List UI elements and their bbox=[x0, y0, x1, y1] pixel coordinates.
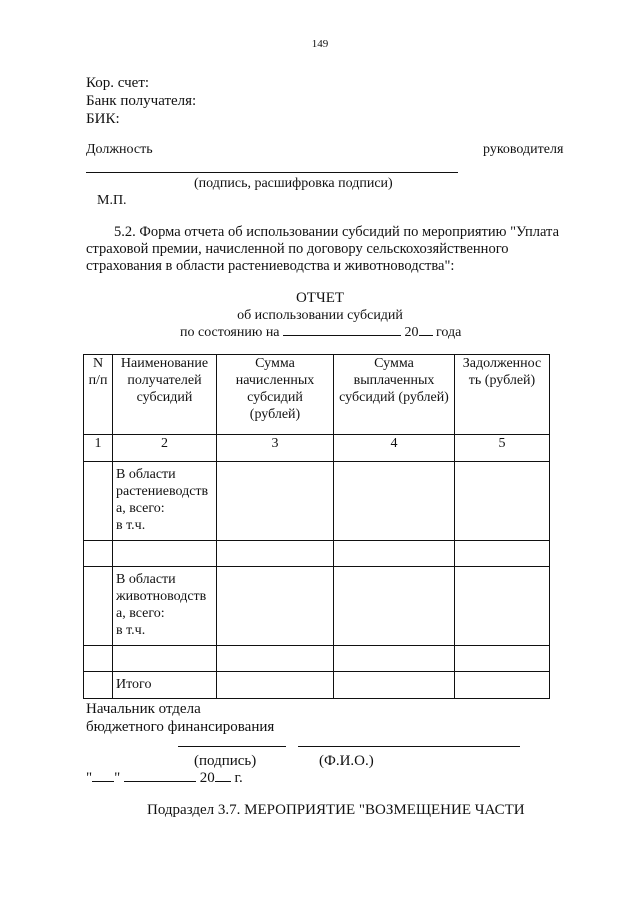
header-number: N п/п bbox=[84, 355, 113, 435]
bank-label: Банк получателя: bbox=[86, 93, 197, 109]
col-number-4: 4 bbox=[334, 435, 455, 462]
paragraph-line-3: страхования в области растениеводства и животноводства": bbox=[86, 258, 455, 274]
head-title-line1: Начальник отдела bbox=[86, 701, 201, 717]
table-row bbox=[84, 646, 550, 672]
header-accrued: Сумма начисленных субсидий (рублей) bbox=[217, 355, 334, 435]
report-title: ОТЧЕТ bbox=[295, 290, 345, 306]
col-number-5: 5 bbox=[455, 435, 550, 462]
table-numbers-row bbox=[84, 435, 550, 462]
table-row bbox=[84, 567, 550, 646]
page-number: 149 bbox=[311, 38, 329, 50]
form-description bbox=[86, 224, 568, 275]
table-row bbox=[84, 541, 550, 567]
report-subtitle: об использовании субсидий bbox=[237, 308, 403, 323]
row-total-label: Итого bbox=[113, 672, 217, 699]
position-rukovoditel: руководителя bbox=[483, 142, 564, 157]
bik-label: БИК: bbox=[86, 111, 120, 127]
date-blank bbox=[283, 323, 401, 336]
col-number-2: 2 bbox=[113, 435, 217, 462]
table-row bbox=[84, 672, 550, 699]
header-paid: Сумма выплаченных субсидий (рублей) bbox=[334, 355, 455, 435]
next-section-heading: Подраздел 3.7. МЕРОПРИЯТИЕ "ВОЗМЕЩЕНИЕ ЧАСТИ bbox=[147, 802, 525, 818]
year-suffix: года bbox=[436, 325, 462, 340]
table-header-row bbox=[84, 355, 550, 435]
fio-line bbox=[298, 746, 520, 747]
subsidy-report-table bbox=[83, 354, 550, 699]
signature-caption: (подпись, расшифровка подписи) bbox=[194, 176, 393, 191]
kor-schet-label: Кор. счет: bbox=[86, 75, 150, 91]
date-prefix: по состоянию на bbox=[180, 325, 280, 340]
position-label: Должность bbox=[86, 142, 153, 157]
signature-line bbox=[86, 172, 458, 173]
year-blank bbox=[419, 323, 433, 336]
row-livestock-label: В области животноводств а, всего: в т.ч. bbox=[113, 567, 217, 646]
report-date-line bbox=[180, 323, 461, 341]
col-number-1: 1 bbox=[84, 435, 113, 462]
paragraph-line-1: 5.2. Форма отчета об использовании субсидий по мероприятию "Уплата bbox=[114, 224, 560, 240]
fio-caption: (Ф.И.О.) bbox=[319, 753, 374, 769]
sign-caption: (подпись) bbox=[194, 753, 257, 769]
year-prefix: 20 bbox=[404, 325, 419, 340]
head-title-line2: бюджетного финансирования bbox=[86, 719, 275, 735]
header-debt: Задолженнос ть (рублей) bbox=[455, 355, 550, 435]
table-row bbox=[84, 462, 550, 541]
stamp-label: М.П. bbox=[97, 193, 127, 208]
sign-line bbox=[178, 746, 286, 747]
header-recipients: Наименование получателей субсидий bbox=[113, 355, 217, 435]
date-line: " " 20 г. bbox=[86, 770, 243, 786]
row-crop-label: В области растениеводств а, всего: в т.ч. bbox=[113, 462, 217, 541]
col-number-3: 3 bbox=[217, 435, 334, 462]
paragraph-line-2: страховой премии, начисленной по договору сельскохозяйственного bbox=[86, 241, 509, 257]
